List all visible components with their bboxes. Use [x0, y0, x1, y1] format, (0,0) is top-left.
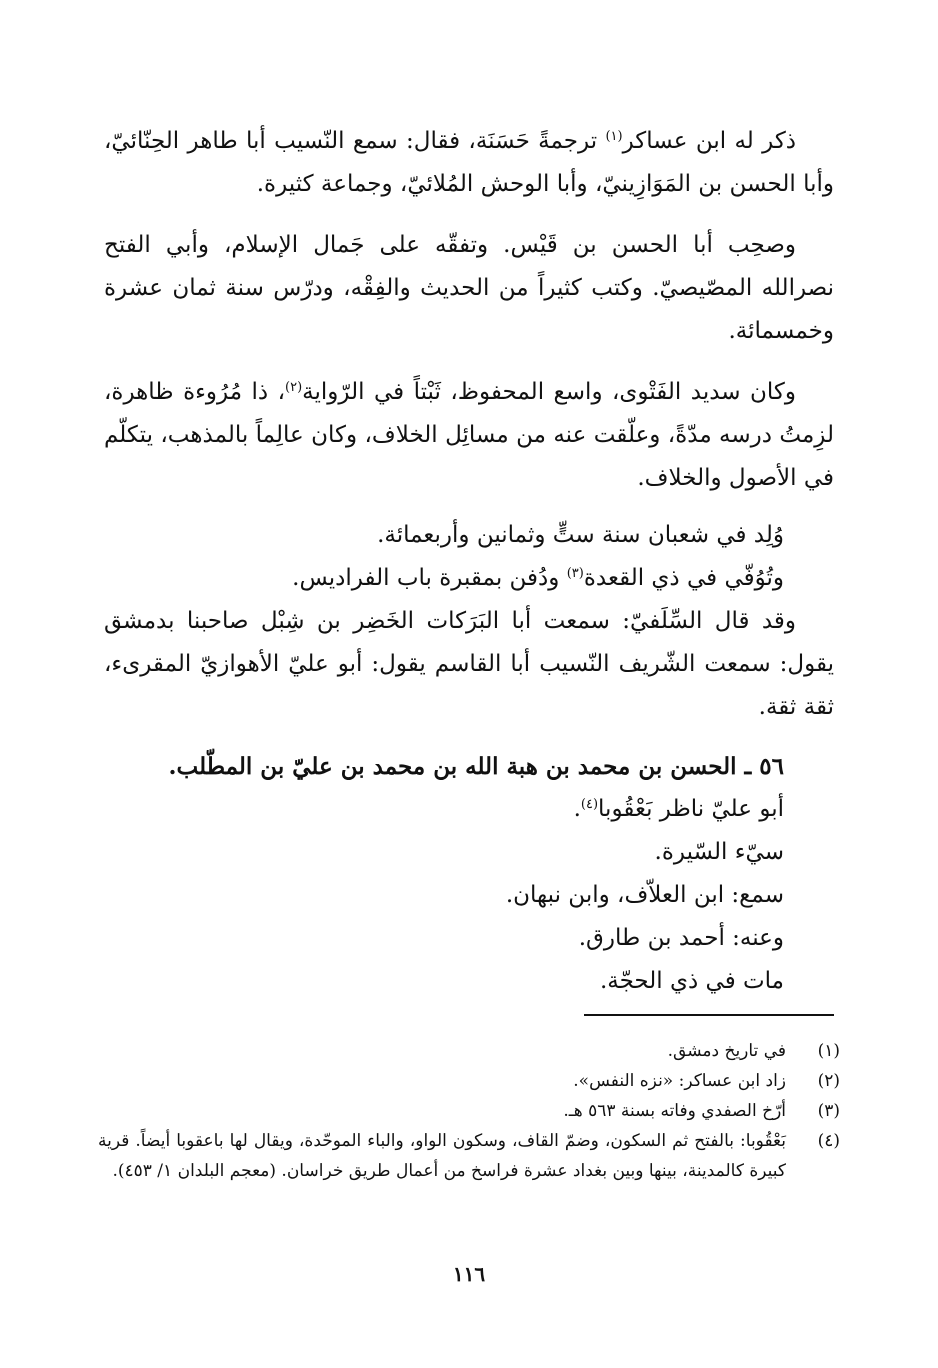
footnote-text: أرّخ الصفدي وفاته بسنة ٥٦٣ هـ. — [563, 1101, 786, 1121]
biography-conduct: سيّء السّيرة. — [654, 839, 784, 865]
biography-students: وعنه: أحمد بن طارق. — [578, 925, 784, 951]
biography-kunya: أبو عليّ ناظر بَعْقُوبا$^{(٤)}$. — [573, 796, 784, 822]
page-number: ١١٦ — [452, 1262, 486, 1286]
footnote-number: (٤) — [817, 1131, 840, 1151]
paragraph-companions: وصحِب أبا الحسن بن قَيْس. وتفقّه على جَمال الإسلام، وأبي الفتح نصرالله المصّيصيّ. وكتب كثيراً من الحديث والفِقْه، ودرّس سنة ثمان عشرة وخمسمائة. — [104, 232, 834, 344]
paragraph-ibn-asakir: ذكر له ابن عساكر$^{(١)}$ ترجمةً حَسَنَة، فقال: سمع النّسيب أبا طاهر الحِنّائيّ، وأبا الحسن بن المَوَازِينيّ، وأبا الوحش المُلائيّ، وجماعة كثيرة. — [104, 128, 834, 197]
biography-death: مات في ذي الحجّة. — [599, 968, 784, 994]
footnote-1 — [98, 1036, 840, 1066]
footnote-number: (٢) — [817, 1071, 840, 1091]
footnote-ref-1[interactable]: (١) — [605, 129, 623, 144]
footnote-text: بَعْقُوبا: بالفتح ثم السكون، وضمّ القاف، وسكون الواو، والباء الموحّدة، ويقال لها باعقوبا أيضاً. قرية كبيرة كالمدينة، بينها وبين بغداد عشرة فراسخ من أعمال طريق خراسان. (معجم البلدان ١/ ٤٥٣). — [98, 1131, 786, 1181]
line-birth: وُلِد في شعبان سنة ستٍّ وثمانين وأربعمائة. — [377, 522, 784, 548]
paragraph-silafi: وقد قال السِّلَفيّ: سمعت أبا البَرَكات الخَضِر بن شِبْل صاحبنا بدمشق يقول: سمعت الشّريف النّسيب أبا القاسم يقول: أبو عليّ الأهوازيّ المقرىء، ثقة ثقة. — [104, 608, 834, 720]
main-text — [104, 120, 834, 1003]
footnotes — [98, 1036, 840, 1186]
biography-title-56: ٥٦ ـ الحسن بن محمد بن هبة الله بن محمد بن عليّ بن المطّلب. — [168, 753, 784, 780]
footnote-ref-3[interactable]: (٣) — [566, 566, 584, 581]
footnote-text: زاد ابن عساكر: «نزه النفس». — [573, 1071, 786, 1091]
footnote-divider — [584, 1014, 834, 1016]
paragraph-description: وكان سديد الفَتْوى، واسع المحفوظ، ثَبْتاً في الرّواية$^{(٢)}$، ذا مُرُوءة ظاهرة، لزِمتُ درسه مدّةً، وعلّقت عنه من مسائِل الخلاف، وكان عالِماً بالمذهب، يتكلّم في الأصول والخلاف. — [104, 379, 834, 491]
footnote-ref-4[interactable]: (٤) — [580, 797, 599, 812]
footnote-4 — [98, 1126, 840, 1186]
footnote-number: (٣) — [817, 1101, 840, 1121]
footnote-number: (١) — [817, 1041, 840, 1061]
line-death: وتُوُفّي في ذي القعدة$^{(٣)}$ ودُفن بمقبرة باب الفراديس. — [292, 565, 784, 591]
footnote-2 — [98, 1066, 840, 1096]
footnote-text: في تاريخ دمشق. — [667, 1041, 786, 1061]
footnote-3 — [98, 1096, 840, 1126]
biography-teachers: سمع: ابن العلاّف، وابن نبهان. — [505, 882, 784, 908]
footnote-ref-2[interactable]: (٢) — [285, 380, 303, 395]
